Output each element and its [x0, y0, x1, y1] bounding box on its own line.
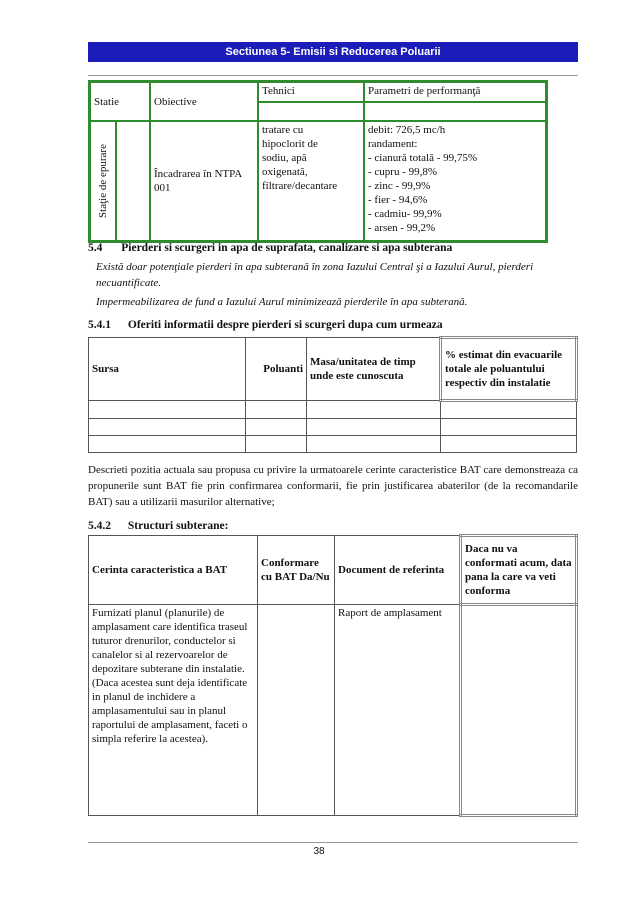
section-number: 5.4.2: [88, 520, 111, 532]
row-label-cell: [90, 121, 117, 242]
header-procent: % estimat din evacuarile totale ale poluantului respectiv din instalatie: [441, 338, 577, 401]
section-5-4-heading: [88, 242, 452, 254]
parametri-line: - zinc - 99,9%: [368, 180, 431, 192]
section-5-4-text1: Există doar potenţiale pierderi în apa subterană în zona Iazului Central şi a Iazului Aurul, pierderi necuantificate.: [96, 261, 534, 289]
section-title: Oferiti informatii despre pierderi si scurgeri dupa cum urmeaza: [127, 319, 443, 331]
table-cell: [89, 419, 246, 436]
section-number: 5.4: [88, 242, 103, 254]
section-number: 5.4.1: [88, 319, 111, 331]
table-cell: [246, 419, 307, 436]
header-document: Document de referinta: [335, 536, 461, 605]
section-5-4-1-heading: [88, 319, 443, 331]
parametri-line: - cianură totală - 99,75%: [368, 152, 478, 164]
section-5-4-text2: Impermeabilizarea de fund a Iazului Aurul minimizează pierderile în apa subterană.: [96, 296, 468, 308]
parametri-line: debit: 726,5 mc/h: [368, 124, 446, 136]
section-title: Pierderi si scurgeri in apa de suprafata, canalizare si apa subterana: [121, 242, 453, 254]
header-divider: [88, 75, 578, 76]
header-masa: Masa/unitatea de timp unde este cunoscuta: [307, 338, 441, 401]
table-cell: [246, 436, 307, 453]
conformare-cell: [258, 605, 335, 816]
table-cell: [441, 401, 577, 419]
table-cell: [307, 436, 441, 453]
col-parametri: Parametri de performanţă: [364, 82, 547, 103]
header-cerinta: Cerinta caracteristica a BAT: [89, 536, 258, 605]
tehnici-line: oxigenată,: [262, 166, 308, 178]
col-obiective: Obiective: [150, 82, 258, 122]
data-cell: [461, 605, 577, 816]
parametri-line: - cupru - 99,8%: [368, 166, 438, 178]
table-cell: [307, 419, 441, 436]
table-cell: [441, 436, 577, 453]
col-tehnici: Tehnici: [258, 82, 364, 103]
table-cell: [246, 401, 307, 419]
col-tehnici-sub: [258, 102, 364, 121]
tehnici-line: hipoclorit de: [262, 138, 318, 150]
tehnici-cell: [258, 121, 364, 242]
table-cell: [89, 436, 246, 453]
parametri-line: randament:: [368, 138, 418, 150]
row-label: Staţie de epurare: [97, 144, 109, 218]
parametri-line: - fier - 94,6%: [368, 194, 428, 206]
parametri-cell: [364, 121, 547, 242]
performance-table: [88, 80, 548, 243]
losses-table: [88, 336, 578, 453]
header-poluanti: Poluanti: [246, 338, 307, 401]
col-statie: Statie: [90, 82, 151, 122]
footer-divider: [88, 842, 578, 843]
page-number: 38: [313, 846, 325, 857]
col-parametri-sub: [364, 102, 547, 121]
statie-empty: [116, 121, 150, 242]
section-header: Sectiunea 5- Emisii si Reducerea Poluarii: [88, 42, 578, 62]
cerinta-cell: Furnizati planul (planurile) de amplasament care identifica traseul tuturor drenurilor, conductelor si canalelor si al rezervoarelor de depozitare subterane din instalatie. (Daca acestea sunt deja identificate in planul de inchidere a amplasamentului sau in planul raportului de amplasament, faceti o simpla referire la acestea).: [89, 605, 258, 816]
parametri-line: - arsen - 99,2%: [368, 222, 436, 234]
tehnici-line: filtrare/decantare: [262, 180, 338, 192]
tehnici-line: tratare cu: [262, 124, 304, 136]
document-cell: Raport de amplasament: [335, 605, 461, 816]
table-cell: [307, 401, 441, 419]
tehnici-line: sodiu, apă: [262, 152, 307, 164]
table-cell: [89, 401, 246, 419]
parametri-line: - cadmiu- 99,9%: [368, 208, 442, 220]
obiectiv-cell: Încadrarea în NTPA 001: [150, 121, 258, 242]
section-title: Structuri subterane:: [127, 520, 229, 532]
header-sursa: Sursa: [89, 338, 246, 401]
bat-paragraph: Descrieti pozitia actuala sau propusa cu privire la urmatoarele cerinte caracteristice BAT care demonstreaza ca propunerile sunt BAT fie prin confirmarea conformarii, fie prin justificarea abaterilor (de la recomandarile BAT) sau a utilizarii masurilor alternative;: [88, 464, 578, 508]
header-conformare: Conformare cu BAT Da/Nu: [258, 536, 335, 605]
table-cell: [441, 419, 577, 436]
header-data: Daca nu va conformati acum, data pana la care va veti conforma: [461, 536, 577, 605]
section-5-4-2-heading: [88, 520, 229, 532]
bat-table: [88, 534, 578, 817]
